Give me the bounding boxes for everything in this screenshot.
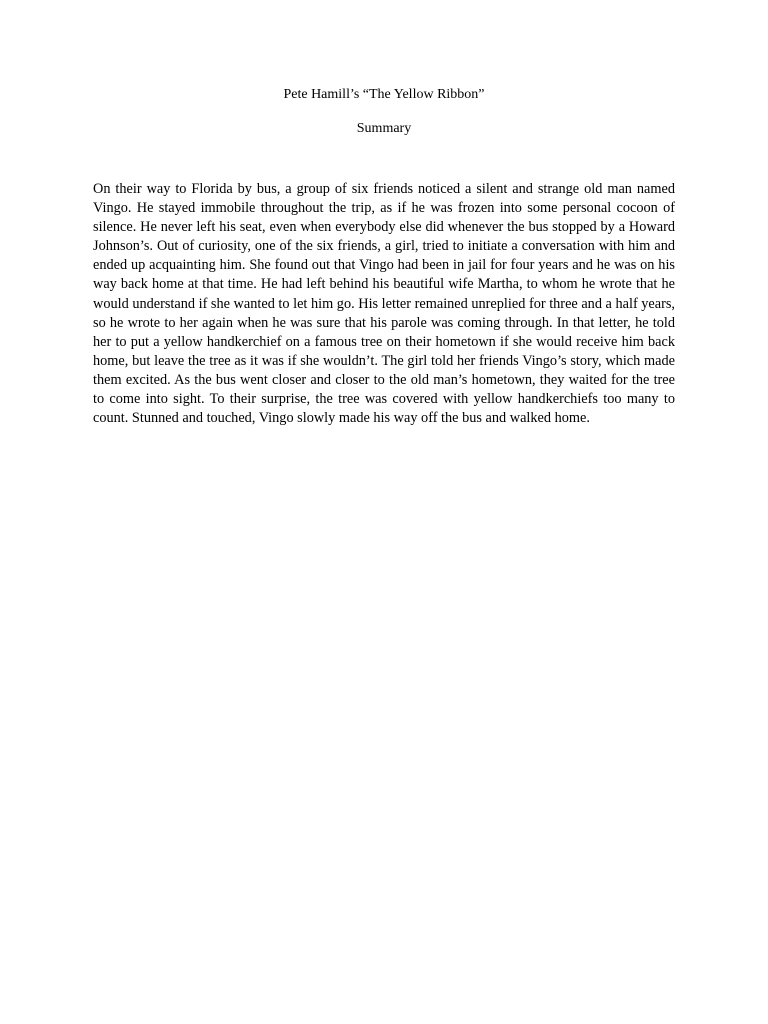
summary-paragraph: On their way to Florida by bus, a group of six friends noticed a silent and strange old man named Vingo. He stayed immobile throughout the trip, as if he was frozen into some personal cocoon of silence. He never left his seat, even when everybody else did whenever the bus stopped by a Howard Johnson’s. Out of curiosity, one of the six friends, a girl, tried to initiate a conversation with him and ended up acquainting him. She found out that Vingo had been in jail for four years and he was on his way back home at that time. He had left behind his beautiful wife Martha, to whom he wrote that he would understand if she wanted to let him go. His letter remained unreplied for three and a half years, so he wrote to her again when he was sure that his parole was coming through. In that letter, he told her to put a yellow handkerchief on a famous tree on their hometown if she would receive him back home, but leave the tree as it was if she wouldn’t. The girl told her friends Vingo’s story, which made them excited. As the bus went closer and closer to the old man’s hometown, they waited for the tree to come into sight. To their surprise, the tree was covered with yellow handkerchiefs too many to count. Stunned and touched, Vingo slowly made his way off the bus and walked home. (93, 181, 676, 427)
document-subtitle: Summary (356, 121, 412, 136)
document-title: Pete Hamill’s “The Yellow Ribbon” (283, 87, 485, 102)
